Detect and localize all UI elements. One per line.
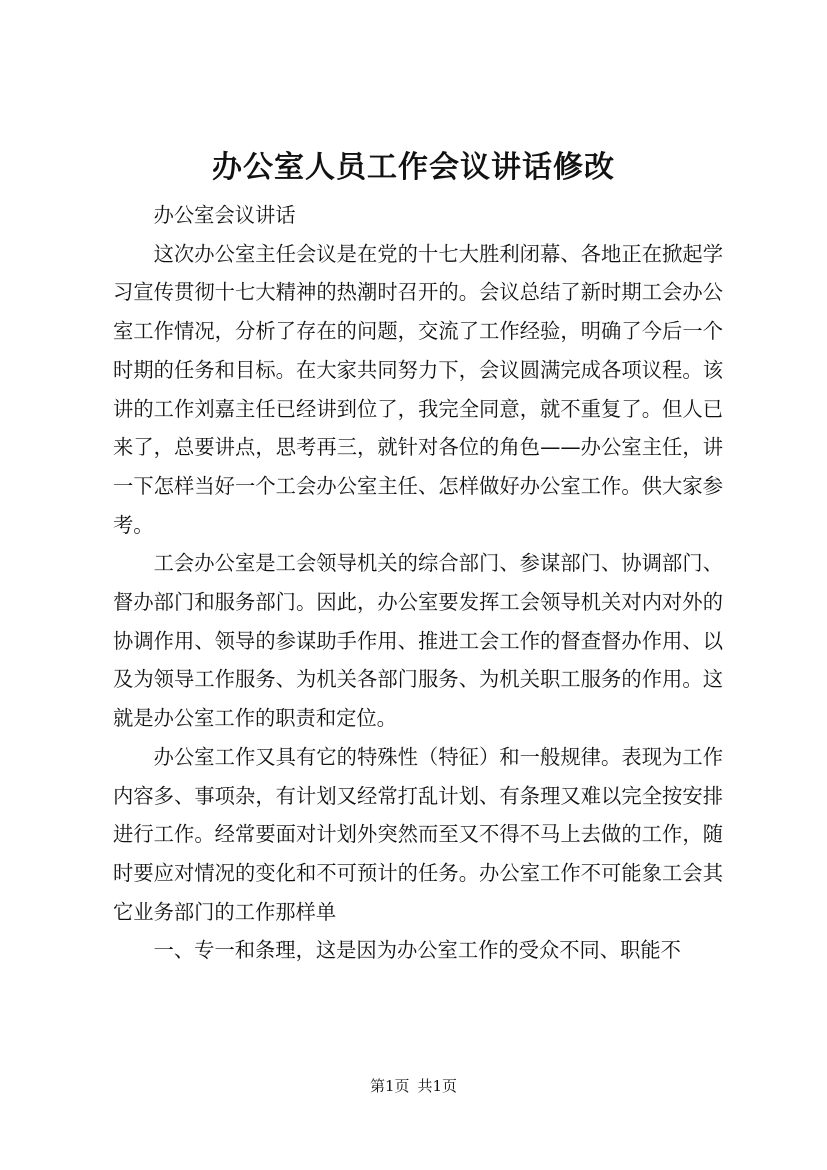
paragraph: 办公室工作又具有它的特殊性（特征）和一般规律。表现为工作内容多、事项杂，有计划又经常打乱计划、有条理又难以完全按安排进行工作。经常要面对计划外突然而至又不得不马上去做的工作，随时要应对情况的变化和不可预计的任务。办公室工作不可能象工会其它业务部门的工作那样单 (113, 744, 723, 924)
paragraph-subtitle: 办公室会议讲话 (153, 203, 296, 227)
paragraph: 一、专一和条理，这是因为办公室工作的受众不同、职能不 (153, 938, 681, 963)
page-number-total: 共1页 (417, 1077, 458, 1095)
paragraph: 这次办公室主任会议是在党的十七大胜利闭幕、各地正在掀起学习宣传贯彻十七大精神的热潮时召开的。会议总结了新时期工会办公室工作情况，分析了存在的问题，交流了工作经验，明确了今后一个时期的任务和目标。在大家共同努力下，会议圆满完成各项议程。该讲的工作刘嘉主任已经讲到位了，我完全同意，就不重复了。但人已来了，总要讲点，思考再三，就针对各位的角色——办公室主任，讲一下怎样当好一个工会办公室主任、怎样做好办公室工作。供大家参考。 (113, 241, 723, 537)
paragraph: 工会办公室是工会领导机关的综合部门、参谋部门、协调部门、督办部门和服务部门。因此，办公室要发挥工会领导机关对内对外的协调作用、领导的参谋助手作用、推进工会工作的督查督办作用、以及为领导工作服务、为机关各部门服务、为机关职工服务的作用。这就是办公室工作的职责和定位。 (113, 551, 723, 731)
page-footer (0, 1076, 827, 1096)
document-body (113, 196, 723, 970)
document-title: 办公室人员工作会议讲话修改 (212, 150, 615, 185)
page-number-current: 第1页 (369, 1077, 410, 1095)
